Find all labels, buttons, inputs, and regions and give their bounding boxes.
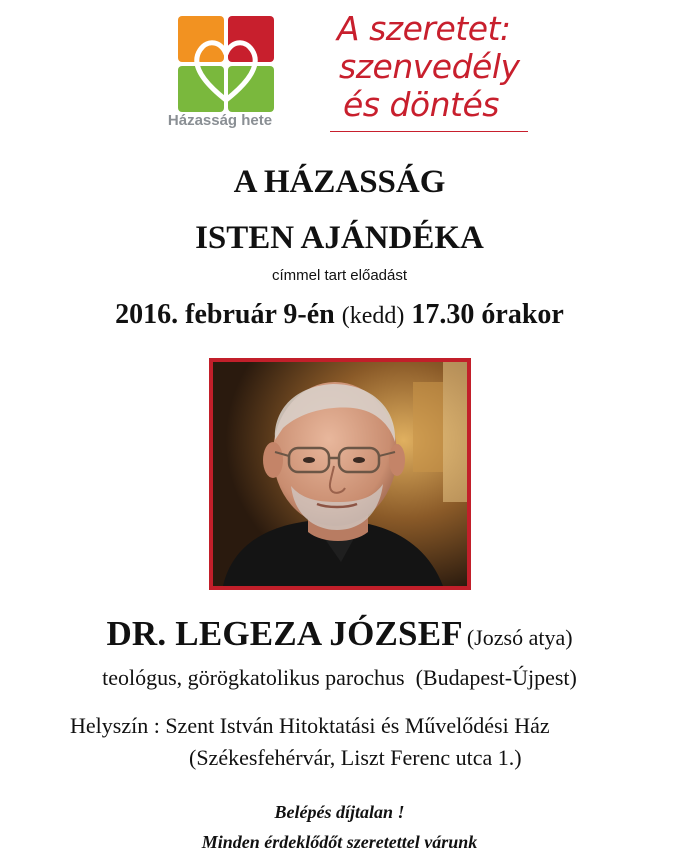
slogan	[337, 10, 587, 124]
event-datetime	[0, 297, 679, 334]
slogan-line-2: szenvedély	[339, 47, 520, 86]
event-date: 2016. február 9-én	[115, 299, 335, 330]
heart-logo-icon	[178, 16, 274, 112]
speaker-line	[0, 614, 679, 654]
hazassag-hete-logo	[178, 16, 274, 112]
slogan-line-3: és döntés	[343, 85, 499, 124]
title-line-2: ISTEN AJÁNDÉKA	[195, 220, 484, 256]
portrait-image	[213, 362, 467, 586]
event-weekday: (kedd)	[341, 303, 405, 329]
welcome-note: Minden érdeklődőt szeretettel várunk	[201, 832, 478, 852]
slogan-underline	[330, 131, 528, 132]
speaker-name: DR. LEGEZA JÓZSEF	[106, 614, 463, 653]
speaker-role: teológus, görögkatolikus parochus (Budapest-Újpest)	[102, 665, 577, 690]
title-line-1: A HÁZASSÁG	[233, 164, 446, 200]
slogan-line-1: A szeretet:	[337, 9, 511, 48]
venue-line-1: Helyszín : Szent István Hitoktatási és Művelődési Ház	[70, 713, 550, 738]
logo-text: Házasság hete	[167, 112, 273, 129]
speaker-photo	[209, 358, 471, 590]
event-time: 17.30 órakor	[411, 299, 564, 330]
speaker-nickname: (Jozsó atya)	[466, 625, 573, 650]
subtitle: címmel tart előadást	[271, 267, 408, 284]
venue-line-2: (Székesfehérvár, Liszt Ferenc utca 1.)	[189, 745, 522, 770]
entry-note: Belépés díjtalan !	[274, 802, 405, 822]
